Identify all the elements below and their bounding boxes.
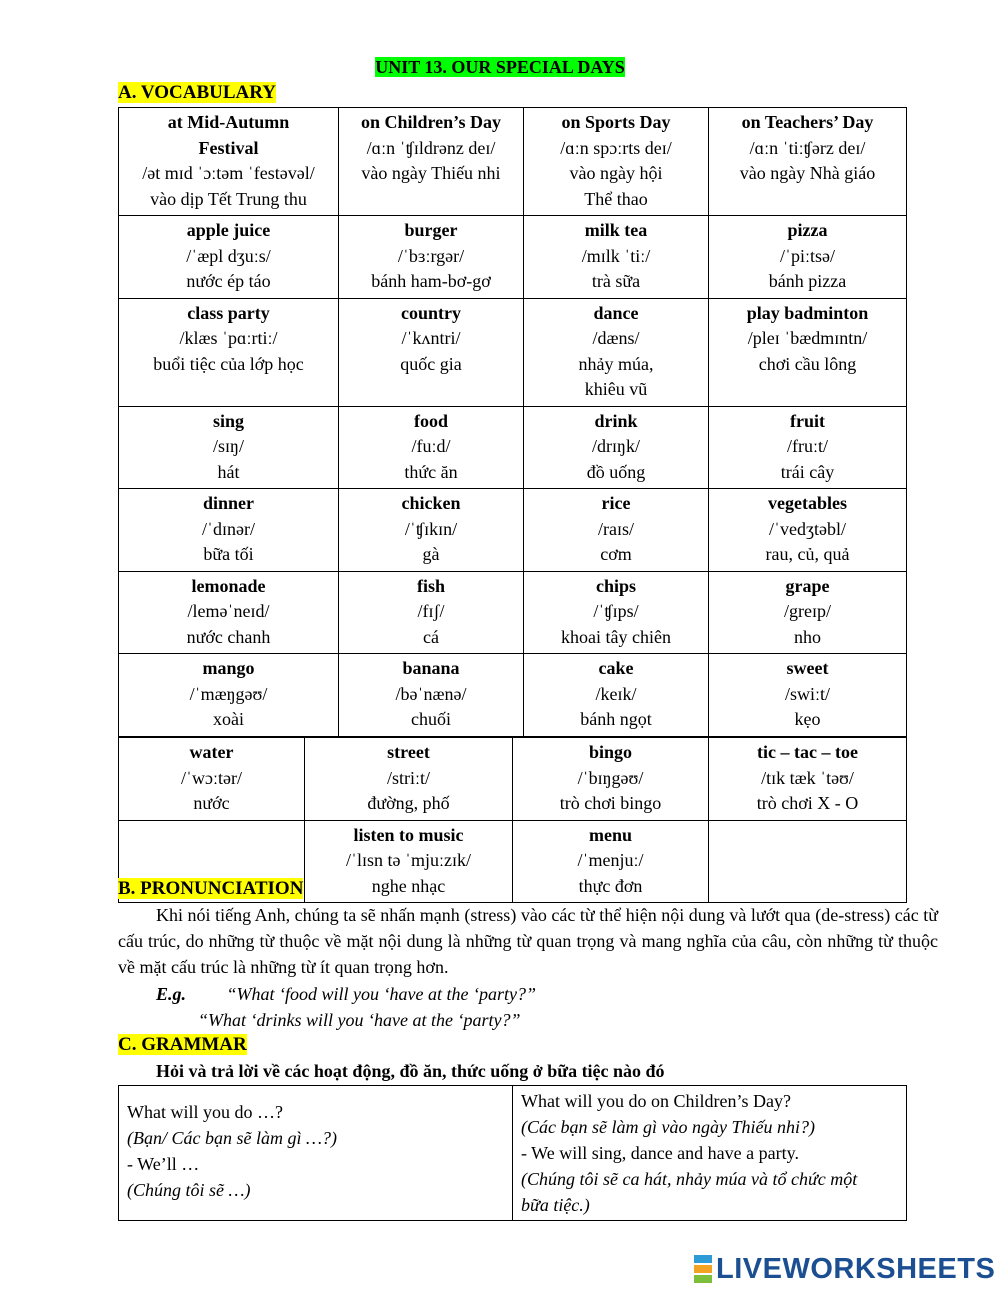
vocab-cell: [709, 738, 907, 821]
vocab-meaning: nước ép táo: [186, 271, 271, 291]
page-title: UNIT 13. OUR SPECIAL DAYS: [375, 57, 625, 77]
grammar-line: - We’ll …: [127, 1154, 200, 1174]
grammar-line: (Chúng tôi sẽ …): [127, 1180, 251, 1200]
vocab-ipa: /tɪk tæk ˈtəʊ/: [761, 767, 854, 788]
vocab-meaning: bánh ngọt: [580, 709, 652, 729]
grammar-line: (Chúng tôi sẽ ca hát, nhảy múa và tổ chức một: [521, 1169, 858, 1189]
vocab-cell: [339, 571, 524, 654]
vocab-cell: [709, 298, 907, 406]
grammar-line: (Bạn/ Các bạn sẽ làm gì …?): [127, 1128, 337, 1148]
vocab-cell: [524, 406, 709, 489]
vocab-meaning: vào ngày Nhà giáo: [739, 163, 876, 183]
vocab-cell: [339, 108, 524, 216]
vocab-ipa: /sɪŋ/: [213, 436, 244, 456]
vocab-word: play badminton: [746, 302, 869, 323]
vocab-word: sweet: [786, 658, 829, 678]
table-row: [119, 489, 907, 572]
vocab-cell: [709, 406, 907, 489]
vocab-ipa: /leməˈneɪd/: [187, 601, 270, 621]
vocab-ipa: /ˈdɪnər/: [202, 518, 255, 539]
vocab-meaning: hát: [217, 461, 240, 482]
vocab-meaning: khoai tây chiên: [561, 626, 671, 647]
vocab-meaning: nước: [193, 793, 230, 813]
vocab-ipa: /keɪk/: [595, 683, 637, 704]
pronunciation-text: Khi nói tiếng Anh, chúng ta sẽ nhấn mạnh (stress) vào các từ thể hiện nội dung và lướt qua (de-stress) các từ cấu trúc, do những từ thuộc về mặt nội dung là những từ quan trọng và mang nghĩa của câu, còn những từ thuộc về mặt cấu trúc là những từ ít quan trọng hơn.: [118, 905, 938, 977]
vocab-meaning: trò chơi X - O: [756, 793, 859, 813]
vocab-meaning: quốc gia: [400, 353, 462, 374]
vocab-ipa: /fruːt/: [787, 436, 828, 456]
vocab-cell: [119, 406, 339, 489]
vocab-cell: [119, 571, 339, 654]
vocab-meaning: khiêu vũ: [584, 379, 648, 399]
pronunciation-paragraph: [118, 902, 938, 980]
section-c-heading: C. GRAMMAR: [118, 1034, 247, 1055]
example-sentence-2: “What ‘drinks will you ‘have at the ‘party?”: [198, 1010, 521, 1030]
vocab-meaning: nước chanh: [186, 626, 271, 647]
table-row: [119, 738, 907, 821]
vocab-word: fruit: [790, 410, 825, 431]
vocab-word: rice: [601, 493, 631, 513]
vocab-cell: [513, 820, 709, 903]
vocab-meaning: vào dịp Tết Trung thu: [150, 188, 307, 209]
grammar-example-cell: [513, 1086, 907, 1221]
grammar-heading-text: Hỏi và trả lời về các hoạt động, đồ ăn, thức uống ở bữa tiệc nào đó: [156, 1061, 665, 1081]
vocab-cell: [339, 298, 524, 406]
vocab-meaning: bánh ham-bơ-gơ: [371, 271, 491, 291]
vocab-cell: [339, 489, 524, 572]
vocab-ipa: /ˈmæŋgəʊ/: [189, 683, 268, 704]
section-b-heading: B. PRONUNCIATION: [118, 878, 304, 899]
vocab-cell: [513, 738, 709, 821]
grammar-line: What will you do …?: [127, 1102, 283, 1122]
vocab-cell: [709, 489, 907, 572]
vocab-word: apple juice: [186, 220, 271, 240]
vocab-word: vegetables: [768, 493, 847, 513]
vocab-word: class party: [187, 302, 270, 323]
vocab-word: fish: [416, 575, 445, 596]
vocab-meaning: chuối: [411, 709, 451, 729]
vocab-meaning: trò chơi bingo: [559, 793, 662, 813]
vocab-word: Festival: [198, 137, 259, 158]
grammar-structure-cell: [119, 1086, 513, 1221]
vocab-ipa: /greɪp/: [784, 601, 831, 621]
vocab-cell: [119, 298, 339, 406]
vocab-word: at Mid-Autumn: [167, 112, 290, 132]
vocab-word: dance: [593, 302, 639, 323]
vocab-meaning: bữa tối: [203, 544, 254, 564]
vocab-word: bingo: [588, 742, 633, 762]
liveworksheets-logo-icon: [694, 1255, 712, 1283]
vocab-word: menu: [588, 824, 632, 845]
vocab-ipa: /klæs ˈpɑːrtiː/: [179, 328, 278, 348]
vocab-cell: [305, 738, 513, 821]
vocab-word: banana: [402, 658, 460, 678]
vocab-word: tic – tac – toe: [757, 742, 858, 762]
table-row: [119, 298, 907, 406]
vocab-ipa: /ˈmenjuː/: [577, 850, 644, 870]
vocab-cell: [524, 108, 709, 216]
vocab-ipa: /dæns/: [592, 328, 640, 348]
vocab-word: pizza: [787, 220, 828, 240]
vocab-cell: [524, 654, 709, 737]
vocab-ipa: /ɑːn ˈʧɪldrənz deɪ/: [366, 137, 496, 158]
vocab-ipa: /ˈvedʒtəbl/: [769, 518, 846, 539]
vocab-cell: [339, 654, 524, 737]
vocab-cell: [305, 820, 513, 903]
table-row: [119, 406, 907, 489]
vocab-ipa: /fɪʃ/: [417, 601, 445, 621]
vocab-cell-empty: [709, 820, 907, 903]
vocab-meaning: kẹo: [794, 709, 821, 729]
grammar-heading: [156, 1059, 665, 1083]
vocab-word: chips: [595, 575, 637, 596]
vocab-cell: [119, 108, 339, 216]
vocab-cell: [524, 298, 709, 406]
vocab-word: food: [413, 410, 448, 431]
vocab-word: milk tea: [584, 220, 648, 240]
vocab-word: on Teachers’ Day: [741, 112, 874, 132]
vocab-word: chicken: [401, 493, 461, 513]
vocab-meaning: thức ăn: [404, 461, 458, 482]
vocab-table: [118, 107, 907, 737]
vocab-cell: [709, 654, 907, 737]
vocab-cell: [709, 216, 907, 299]
vocab-ipa: /ˈwɔːtər/: [181, 767, 242, 788]
vocab-word: country: [401, 302, 461, 323]
vocab-meaning: trà sữa: [591, 271, 641, 291]
vocab-meaning: cá: [423, 626, 439, 647]
vocab-word: listen to music: [353, 824, 464, 845]
vocab-ipa: /pleɪ ˈbædmɪntn/: [747, 328, 868, 348]
vocab-word: dinner: [202, 493, 254, 513]
example-sentence-1: “What ‘food will you ‘have at the ‘party?”: [226, 984, 536, 1004]
grammar-line: What will you do on Children’s Day?: [521, 1091, 791, 1111]
vocab-cell: [709, 108, 907, 216]
vocab-cell: [339, 216, 524, 299]
vocab-word: drink: [594, 410, 638, 431]
vocab-cell: [119, 489, 339, 572]
vocab-meaning: vào ngày Thiếu nhi: [361, 163, 501, 183]
vocab-meaning: đồ uống: [586, 461, 646, 482]
vocab-ipa: /ˈbɪŋgəʊ/: [577, 767, 644, 788]
vocab-ipa: /ɑːn ˈtiːʧərz deɪ/: [749, 137, 866, 158]
vocab-ipa: /striːt/: [386, 767, 430, 788]
logo-text: LIVEWORKSHEETS: [716, 1252, 996, 1285]
vocab-word: lemonade: [191, 575, 266, 596]
section-a-heading-wrap: [118, 82, 276, 104]
vocab-meaning: nghe nhạc: [371, 875, 446, 896]
vocab-meaning: Thể thao: [584, 188, 648, 209]
vocab-word: water: [189, 742, 234, 762]
vocab-ipa: /swiːt/: [784, 683, 830, 704]
vocab-word: cake: [598, 658, 634, 678]
example-label: E.g.: [156, 984, 187, 1004]
vocab-cell: [524, 489, 709, 572]
vocab-word: street: [387, 742, 430, 762]
vocab-cell: [119, 654, 339, 737]
vocab-word: mango: [202, 658, 255, 678]
table-row: [119, 654, 907, 737]
section-a-heading: A. VOCABULARY: [118, 82, 277, 103]
vocab-meaning: bánh pizza: [768, 271, 847, 291]
vocab-meaning: thực đơn: [578, 875, 643, 896]
vocab-word: sing: [212, 410, 245, 431]
grammar-line: (Các bạn sẽ làm gì vào ngày Thiếu nhi?): [521, 1117, 815, 1137]
vocab-ipa: /ˈæpl dʒuːs/: [186, 245, 271, 266]
vocab-meaning: chơi cầu lông: [758, 353, 857, 374]
table-row: [119, 216, 907, 299]
vocab-meaning: buổi tiệc của lớp học: [153, 353, 304, 374]
vocab-meaning: vào ngày hội: [569, 163, 663, 183]
grammar-line: bữa tiệc.): [521, 1195, 590, 1215]
vocab-word: burger: [404, 220, 458, 240]
vocab-ipa: /mɪlk ˈtiː/: [581, 245, 651, 266]
vocab-ipa: /ət mɪd ˈɔːtəm ˈfestəvəl/: [142, 163, 315, 183]
vocab-meaning: nho: [794, 626, 821, 647]
vocab-cell: [119, 738, 305, 821]
liveworksheets-logo: [694, 1252, 995, 1286]
vocab-ipa: /ˈpiːtsə/: [780, 245, 835, 266]
vocab-ipa: /raɪs/: [598, 518, 634, 539]
vocab-meaning: đường, phố: [367, 793, 450, 813]
vocab-cell: [524, 571, 709, 654]
vocab-word: on Sports Day: [561, 112, 671, 132]
vocab-meaning: xoài: [213, 709, 244, 729]
vocab-meaning: rau, củ, quả: [765, 544, 850, 564]
vocab-ipa: /ˈkʌntri/: [401, 328, 461, 348]
vocab-cell: [339, 406, 524, 489]
vocab-cell: [119, 216, 339, 299]
vocab-cell: [524, 216, 709, 299]
section-c-heading-wrap: [118, 1034, 247, 1056]
vocab-ipa: /ˈlɪsn tə ˈmjuːzɪk/: [346, 850, 471, 870]
vocab-ipa: /drɪŋk/: [592, 436, 640, 456]
example-2: [198, 1007, 520, 1033]
page-title-wrap: [0, 56, 1000, 78]
example-1: [156, 981, 536, 1007]
table-row: [119, 1086, 907, 1221]
table-row: [119, 571, 907, 654]
grammar-line: - We will sing, dance and have a party.: [521, 1143, 799, 1163]
vocab-ipa: /ˈbɜːrgər/: [397, 245, 465, 266]
vocab-word: grape: [785, 575, 830, 596]
table-row: [119, 108, 907, 216]
vocab-word: on Children’s Day: [360, 112, 502, 132]
vocab-ipa: /ˈʧɪkɪn/: [404, 518, 458, 539]
vocab-meaning: gà: [422, 544, 440, 564]
section-b-heading-wrap: [118, 878, 303, 900]
vocab-ipa: /bəˈnænə/: [395, 683, 467, 704]
vocab-meaning: trái cây: [780, 461, 835, 482]
vocab-cell: [709, 571, 907, 654]
vocab-ipa: /ɑːn spɔːrts deɪ/: [560, 137, 672, 158]
vocab-ipa: /fuːd/: [411, 436, 451, 456]
vocab-meaning: nhảy múa,: [578, 353, 654, 374]
vocab-ipa: /ˈʧɪps/: [593, 601, 639, 621]
vocab-meaning: cơm: [600, 544, 632, 564]
grammar-table: [118, 1085, 907, 1221]
